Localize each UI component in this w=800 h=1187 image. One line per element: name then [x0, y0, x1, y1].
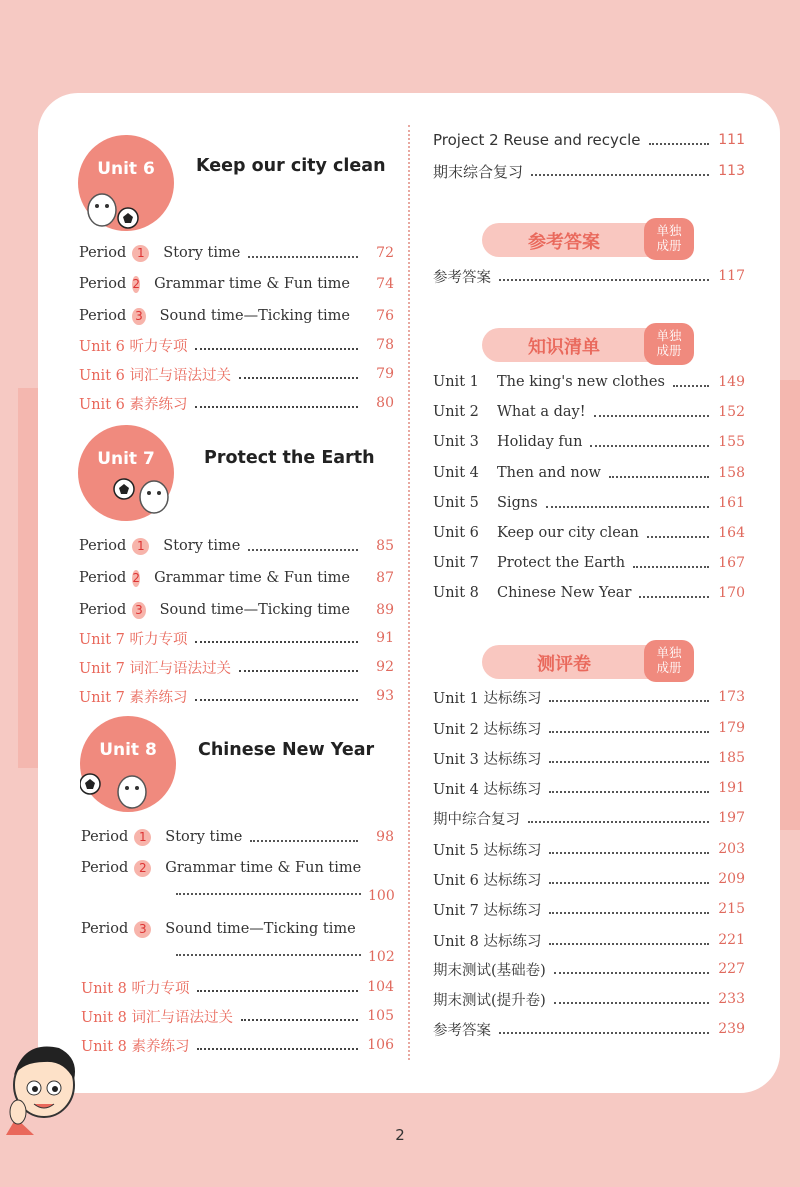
leader-dots: [195, 633, 358, 643]
page-number-ref: 149: [718, 374, 745, 390]
page-number-ref: 72: [376, 245, 394, 261]
toc-row[interactable]: [433, 807, 745, 829]
leader-dots: [633, 558, 709, 568]
toc-row-title: Keep our city clean: [497, 525, 639, 541]
toc-row-title: 期末测试(基础卷): [433, 962, 546, 979]
toc-row[interactable]: [433, 160, 745, 182]
unit-label: Unit 5: [433, 495, 479, 511]
toc-row[interactable]: [79, 305, 394, 327]
answers-separate-tag: 单独 成册: [644, 218, 694, 260]
toc-row[interactable]: [433, 492, 745, 514]
tests-banner: [482, 645, 690, 679]
toc-row-title: Story time: [163, 538, 241, 554]
toc-row[interactable]: [81, 1005, 394, 1027]
mascot-dragon-icon: [112, 475, 187, 525]
toc-row[interactable]: [433, 717, 745, 739]
toc-row-title: Story time: [165, 829, 243, 845]
toc-row[interactable]: [81, 1034, 394, 1056]
unit-label: Unit 2: [433, 404, 479, 420]
leader-dots: [639, 588, 709, 598]
toc-row-title: Unit 8 素养练习: [81, 1038, 190, 1055]
leader-dots: [197, 982, 358, 992]
toc-row[interactable]: [81, 976, 394, 998]
toc-row-title: Protect the Earth: [497, 555, 626, 571]
page-number-ref: 170: [718, 585, 745, 601]
toc-row[interactable]: [433, 1018, 745, 1040]
toc-row[interactable]: [433, 522, 745, 544]
page-number-ref: 78: [376, 337, 394, 353]
toc-row-title: Holiday fun: [497, 434, 583, 450]
page-number-ref: 158: [718, 465, 745, 481]
toc-row-title: Unit 7 达标练习: [433, 902, 542, 919]
toc-row[interactable]: [81, 857, 394, 879]
toc-row[interactable]: [433, 777, 745, 799]
page-number-ref: 91: [376, 630, 394, 646]
leader-dots: [609, 468, 709, 478]
page-number-ref: 227: [718, 961, 745, 977]
period-label: Period: [81, 829, 129, 845]
toc-row-title: Grammar time & Fun time: [154, 276, 350, 292]
leader-dots: [549, 844, 709, 854]
page-number-ref: 179: [718, 720, 745, 736]
toc-row-title: Then and now: [497, 465, 601, 481]
leader-dots: [673, 377, 709, 387]
leader-dots: [195, 340, 358, 350]
toc-row[interactable]: [79, 656, 394, 678]
page-number-ref: 113: [718, 163, 745, 179]
toc-row[interactable]: [433, 371, 745, 393]
answers-banner-title: 参考答案: [528, 232, 600, 253]
toc-row-title: Unit 6 素养练习: [79, 396, 188, 413]
leader-dots: [499, 271, 709, 281]
page-number-ref: 106: [367, 1037, 394, 1053]
period-label: Period: [79, 538, 127, 554]
toc-row[interactable]: [79, 334, 394, 356]
unit-6-badge: Unit 6: [78, 135, 174, 231]
toc-row[interactable]: [433, 129, 745, 151]
unit-6-title: Keep our city clean: [196, 156, 386, 176]
leader-dots: [248, 541, 358, 551]
unit-label: Unit 3: [433, 434, 479, 450]
toc-row-title: Unit 4 达标练习: [433, 781, 542, 798]
toc-row-title: 参考答案: [433, 269, 491, 286]
leader-dots: [549, 783, 709, 793]
period-label: Period: [81, 860, 129, 876]
leader-dots: [647, 528, 709, 538]
period-label: Period: [79, 602, 127, 618]
mascot-dragon-icon: [80, 768, 150, 818]
toc-row-title: 期中综合复习: [433, 811, 520, 828]
page-number-ref: 173: [718, 689, 745, 705]
leader-dots: [176, 954, 361, 956]
column-divider: [408, 125, 410, 1060]
toc-row-title: Unit 8 听力专项: [81, 980, 190, 997]
toc-row[interactable]: [433, 868, 745, 890]
unit-label: Unit 4: [433, 465, 479, 481]
period-number-badge: 1: [132, 538, 149, 555]
toc-row-title: Unit 7 词汇与语法过关: [79, 660, 231, 677]
unit-7-badge: Unit 7: [78, 425, 174, 521]
leader-dots: [549, 723, 709, 733]
answers-banner: [482, 223, 690, 257]
toc-row[interactable]: [433, 552, 745, 574]
toc-row-title: 期末测试(提升卷): [433, 992, 546, 1009]
page-number-ref: 74: [376, 276, 394, 292]
period-label: Period: [81, 921, 129, 937]
period-number-badge: 1: [134, 829, 151, 846]
page-number-ref: 85: [376, 538, 394, 554]
toc-row[interactable]: [433, 582, 745, 604]
period-number-badge: 2: [134, 860, 151, 877]
toc-row[interactable]: [79, 567, 394, 589]
period-number-badge: 2: [132, 276, 140, 291]
leader-dots: [197, 1040, 358, 1050]
page-number-ref: 233: [718, 991, 745, 1007]
unit-label: Unit 6: [433, 525, 479, 541]
toc-row-title: Unit 2 达标练习: [433, 721, 542, 738]
period-number-badge: 2: [132, 570, 140, 585]
toc-row[interactable]: [433, 929, 745, 951]
unit-label: Unit 1: [433, 374, 479, 390]
toc-row[interactable]: [79, 599, 394, 621]
leader-dots: [195, 398, 358, 408]
leader-dots: [241, 1011, 358, 1021]
tests-banner-title: 测评卷: [537, 654, 591, 675]
leader-dots: [528, 813, 709, 823]
toc-row[interactable]: [79, 627, 394, 649]
toc-row-title: Unit 5 达标练习: [433, 842, 542, 859]
toc-row-title: Unit 8 达标练习: [433, 933, 542, 950]
page-number-ref: 164: [718, 525, 745, 541]
page-number-ref: 152: [718, 404, 745, 420]
toc-row-title: Sound time—Ticking time: [165, 921, 356, 937]
toc-row-title: Grammar time & Fun time: [154, 570, 350, 586]
toc-row-title: Unit 6 词汇与语法过关: [79, 367, 231, 384]
toc-row-title: Unit 7 素养练习: [79, 689, 188, 706]
period-number-badge: 1: [132, 245, 149, 262]
toc-row[interactable]: [79, 363, 394, 385]
page-number-ref: 191: [718, 780, 745, 796]
toc-row-title: 参考答案: [433, 1022, 491, 1039]
toc-row[interactable]: [433, 462, 745, 484]
toc-row[interactable]: [433, 898, 745, 920]
page-number-ref: 102: [368, 949, 395, 965]
page-number-ref: 117: [718, 268, 745, 284]
toc-row[interactable]: [433, 431, 745, 453]
toc-row-title: Sound time—Ticking time: [159, 308, 350, 324]
toc-row-title: Unit 7 听力专项: [79, 631, 188, 648]
page-number-ref: 87: [376, 570, 394, 586]
leader-dots: [549, 935, 709, 945]
tests-separate-tag: 单独 成册: [644, 640, 694, 682]
period-number-badge: 3: [132, 308, 145, 325]
toc-row-title: Signs: [497, 495, 538, 511]
toc-row[interactable]: [433, 686, 745, 708]
page-number-ref: 221: [718, 932, 745, 948]
page-number-ref: 197: [718, 810, 745, 826]
page-number-ref: 239: [718, 1021, 745, 1037]
page-number-ref: 76: [376, 308, 394, 324]
toc-row[interactable]: [79, 535, 394, 557]
leader-dots: [546, 498, 709, 508]
left-decor-strip: [18, 388, 40, 768]
leader-dots: [531, 166, 709, 176]
leader-dots: [499, 1024, 709, 1034]
page-number-ref: 215: [718, 901, 745, 917]
toc-row[interactable]: [433, 747, 745, 769]
toc-row[interactable]: [433, 265, 745, 287]
page-number-ref: 100: [368, 888, 395, 904]
page-number-ref: 104: [367, 979, 394, 995]
page-number-ref: 185: [718, 750, 745, 766]
toc-row-title: The king's new clothes: [497, 374, 665, 390]
page-number-ref: 155: [718, 434, 745, 450]
toc-row[interactable]: [79, 273, 394, 295]
toc-row[interactable]: [433, 988, 745, 1010]
toc-row[interactable]: [81, 918, 394, 940]
toc-row-title: Unit 1 达标练习: [433, 690, 542, 707]
leader-dots: [549, 692, 709, 702]
toc-row-title: Unit 6 达标练习: [433, 872, 542, 889]
page-number-ref: 209: [718, 871, 745, 887]
toc-row[interactable]: [79, 392, 394, 414]
leader-dots: [590, 437, 709, 447]
page-number-ref: 98: [376, 829, 394, 845]
toc-row-title: Project 2 Reuse and recycle: [433, 131, 641, 149]
leader-dots: [549, 874, 709, 884]
cartoon-boy-thumbs-up-icon: [4, 1040, 76, 1135]
page-number: 2: [395, 1126, 405, 1144]
leader-dots: [239, 369, 358, 379]
toc-row-title: What a day!: [497, 404, 586, 420]
unit-8-badge: Unit 8: [80, 716, 176, 812]
page-number-ref: 111: [718, 132, 745, 148]
page-number-ref: 105: [367, 1008, 394, 1024]
toc-row-title: 期末综合复习: [433, 162, 524, 181]
toc-row-title: Sound time—Ticking time: [159, 602, 350, 618]
unit-8-title: Chinese New Year: [198, 740, 375, 760]
leader-dots: [239, 662, 358, 672]
toc-row-title: Chinese New Year: [497, 585, 632, 601]
unit-7-title: Protect the Earth: [204, 448, 375, 468]
leader-dots: [554, 994, 709, 1004]
leader-dots: [195, 691, 358, 701]
mascot-dragon-icon: [80, 188, 140, 233]
leader-dots: [549, 753, 709, 763]
page-number-ref: 89: [376, 602, 394, 618]
toc-row-title: Grammar time & Fun time: [165, 860, 362, 876]
leader-dots: [649, 135, 709, 145]
toc-row[interactable]: [433, 401, 745, 423]
toc-row-title: Story time: [163, 245, 241, 261]
period-label: Period: [79, 570, 127, 586]
page-number-ref: 167: [718, 555, 745, 571]
period-label: Period: [79, 308, 127, 324]
toc-row[interactable]: [79, 685, 394, 707]
toc-row-title: Unit 8 词汇与语法过关: [81, 1009, 233, 1026]
leader-dots: [549, 904, 709, 914]
knowledge-banner: [482, 328, 690, 362]
page-number-ref: 80: [376, 395, 394, 411]
knowledge-banner-title: 知识清单: [528, 337, 600, 358]
period-label: Period: [79, 245, 127, 261]
leader-dots: [594, 407, 709, 417]
leader-dots: [250, 832, 358, 842]
unit-label: Unit 7: [433, 555, 479, 571]
toc-row[interactable]: [433, 838, 745, 860]
page-number-ref: 79: [376, 366, 394, 382]
leader-dots: [554, 964, 709, 974]
page-number-ref: 92: [376, 659, 394, 675]
toc-row[interactable]: [81, 826, 394, 848]
period-number-badge: 3: [134, 921, 151, 938]
page-number-ref: 161: [718, 495, 745, 511]
period-label: Period: [79, 276, 127, 292]
unit-label: Unit 8: [433, 585, 479, 601]
toc-row-title: Unit 6 听力专项: [79, 338, 188, 355]
toc-row[interactable]: [79, 242, 394, 264]
page-number-ref: 203: [718, 841, 745, 857]
toc-row[interactable]: [433, 958, 745, 980]
knowledge-separate-tag: 单独 成册: [644, 323, 694, 365]
leader-dots: [248, 248, 358, 258]
leader-dots: [176, 893, 361, 895]
toc-row-title: Unit 3 达标练习: [433, 751, 542, 768]
page-number-ref: 93: [376, 688, 394, 704]
period-number-badge: 3: [132, 602, 145, 619]
